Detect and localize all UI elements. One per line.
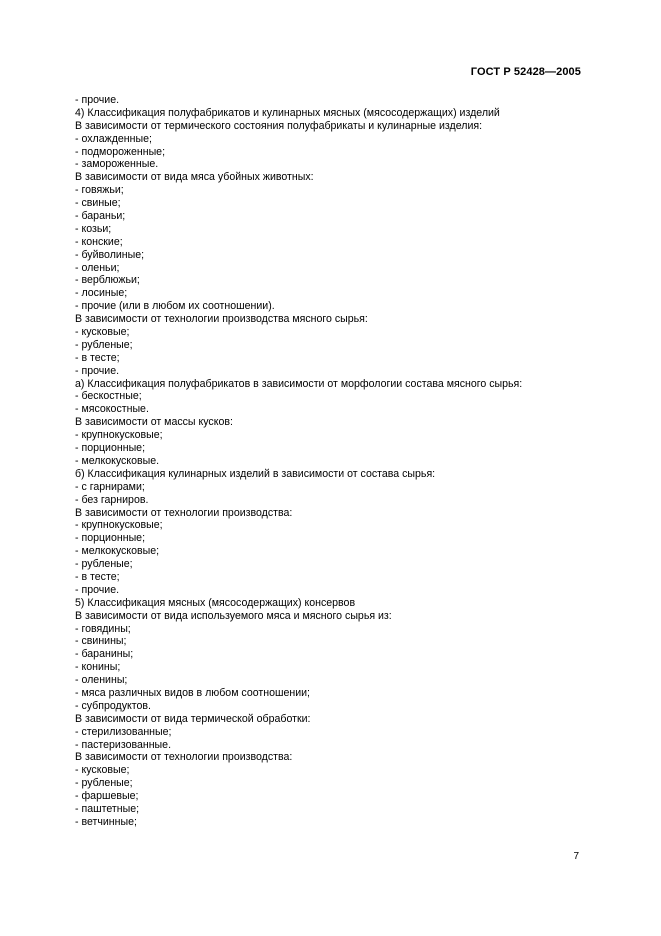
text-line: - крупнокусковые; xyxy=(75,429,163,442)
text-line: - оленины; xyxy=(75,674,128,687)
text-line: В зависимости от технологии производства: xyxy=(75,751,293,764)
text-line: - конские; xyxy=(75,235,123,248)
text-line: - паштетные; xyxy=(75,802,140,815)
text-line: - прочие. xyxy=(75,94,120,106)
text-line: В зависимости от технологии производства мясного сырья: xyxy=(75,313,368,326)
text-line: - мелкокусковые. xyxy=(75,454,160,467)
text-line: - козьи; xyxy=(75,222,112,235)
text-line: В зависимости от массы кусков: xyxy=(75,416,233,429)
text-line: - охлажденные; xyxy=(75,132,152,145)
text-line: - бараньи; xyxy=(75,210,126,223)
text-line: - рубленые; xyxy=(75,558,133,571)
text-line: - подмороженные; xyxy=(75,145,166,158)
text-line: - крупнокусковые; xyxy=(75,519,163,532)
text-line: - порционные; xyxy=(75,532,146,545)
text-line: - без гарниров. xyxy=(75,493,149,506)
text-line: В зависимости от вида используемого мяса и мясного сырья из: xyxy=(75,609,392,622)
document-body xyxy=(75,94,585,829)
text-line: - рубленые; xyxy=(75,777,133,790)
text-line: В зависимости от технологии производства: xyxy=(75,506,293,519)
text-line: - ветчинные; xyxy=(75,815,137,828)
text-line: В зависимости от вида термической обработки: xyxy=(75,712,311,725)
text-line: - говядины; xyxy=(75,622,131,635)
text-line: - кусковые; xyxy=(75,326,130,339)
text-line: - рубленые; xyxy=(75,338,133,351)
text-line: - мясокостные. xyxy=(75,403,149,416)
text-line: - прочие. xyxy=(75,364,120,377)
text-line: - мяса различных видов в любом соотношении; xyxy=(75,686,311,699)
text-line: - фаршевые; xyxy=(75,790,139,803)
text-line: - замороженные. xyxy=(75,158,159,171)
text-line: - в тесте; xyxy=(75,351,120,364)
text-line: - в тесте; xyxy=(75,570,120,583)
text-line: - пастеризованные. xyxy=(75,738,172,751)
text-line: - верблюжьи; xyxy=(75,274,140,287)
text-line: - буйволиные; xyxy=(75,248,145,261)
text-line: - порционные; xyxy=(75,442,146,455)
text-line: а) Классификация полуфабрикатов в зависимости от морфологии состава мясного сырья: xyxy=(75,377,523,390)
text-line: - свинины; xyxy=(75,635,127,648)
text-line: - свиные; xyxy=(75,197,121,210)
text-line: - прочие. xyxy=(75,583,120,596)
text-line: - мелкокусковые; xyxy=(75,545,160,558)
text-line: - баранины; xyxy=(75,648,134,661)
text-line: В зависимости от термического состояния полуфабрикаты и кулинарные изделия: xyxy=(75,119,483,132)
text-line: В зависимости от вида мяса убойных животных: xyxy=(75,171,314,184)
page-number: 7 xyxy=(573,851,579,862)
text-line: - лосиные; xyxy=(75,287,128,300)
text-line: - стерилизованные; xyxy=(75,725,172,738)
text-line: - оленьи; xyxy=(75,261,120,274)
text-line: - конины; xyxy=(75,661,121,674)
text-line: - прочие (или в любом их соотношении). xyxy=(75,300,275,313)
text-line: - субпродуктов. xyxy=(75,699,151,712)
text-line: - говяжьи; xyxy=(75,184,124,197)
text-line: 4) Классификация полуфабрикатов и кулинарных мясных (мясосодержащих) изделий xyxy=(75,106,500,119)
text-line: - с гарнирами; xyxy=(75,480,145,493)
document-header-standard-id: ГОСТ Р 52428—2005 xyxy=(470,66,581,78)
text-line: - кусковые; xyxy=(75,764,130,777)
text-line: 5) Классификация мясных (мясосодержащих) консервов xyxy=(75,596,356,609)
text-line: б) Классификация кулинарных изделий в зависимости от состава сырья: xyxy=(75,467,436,480)
text-line: - бескостные; xyxy=(75,390,142,403)
